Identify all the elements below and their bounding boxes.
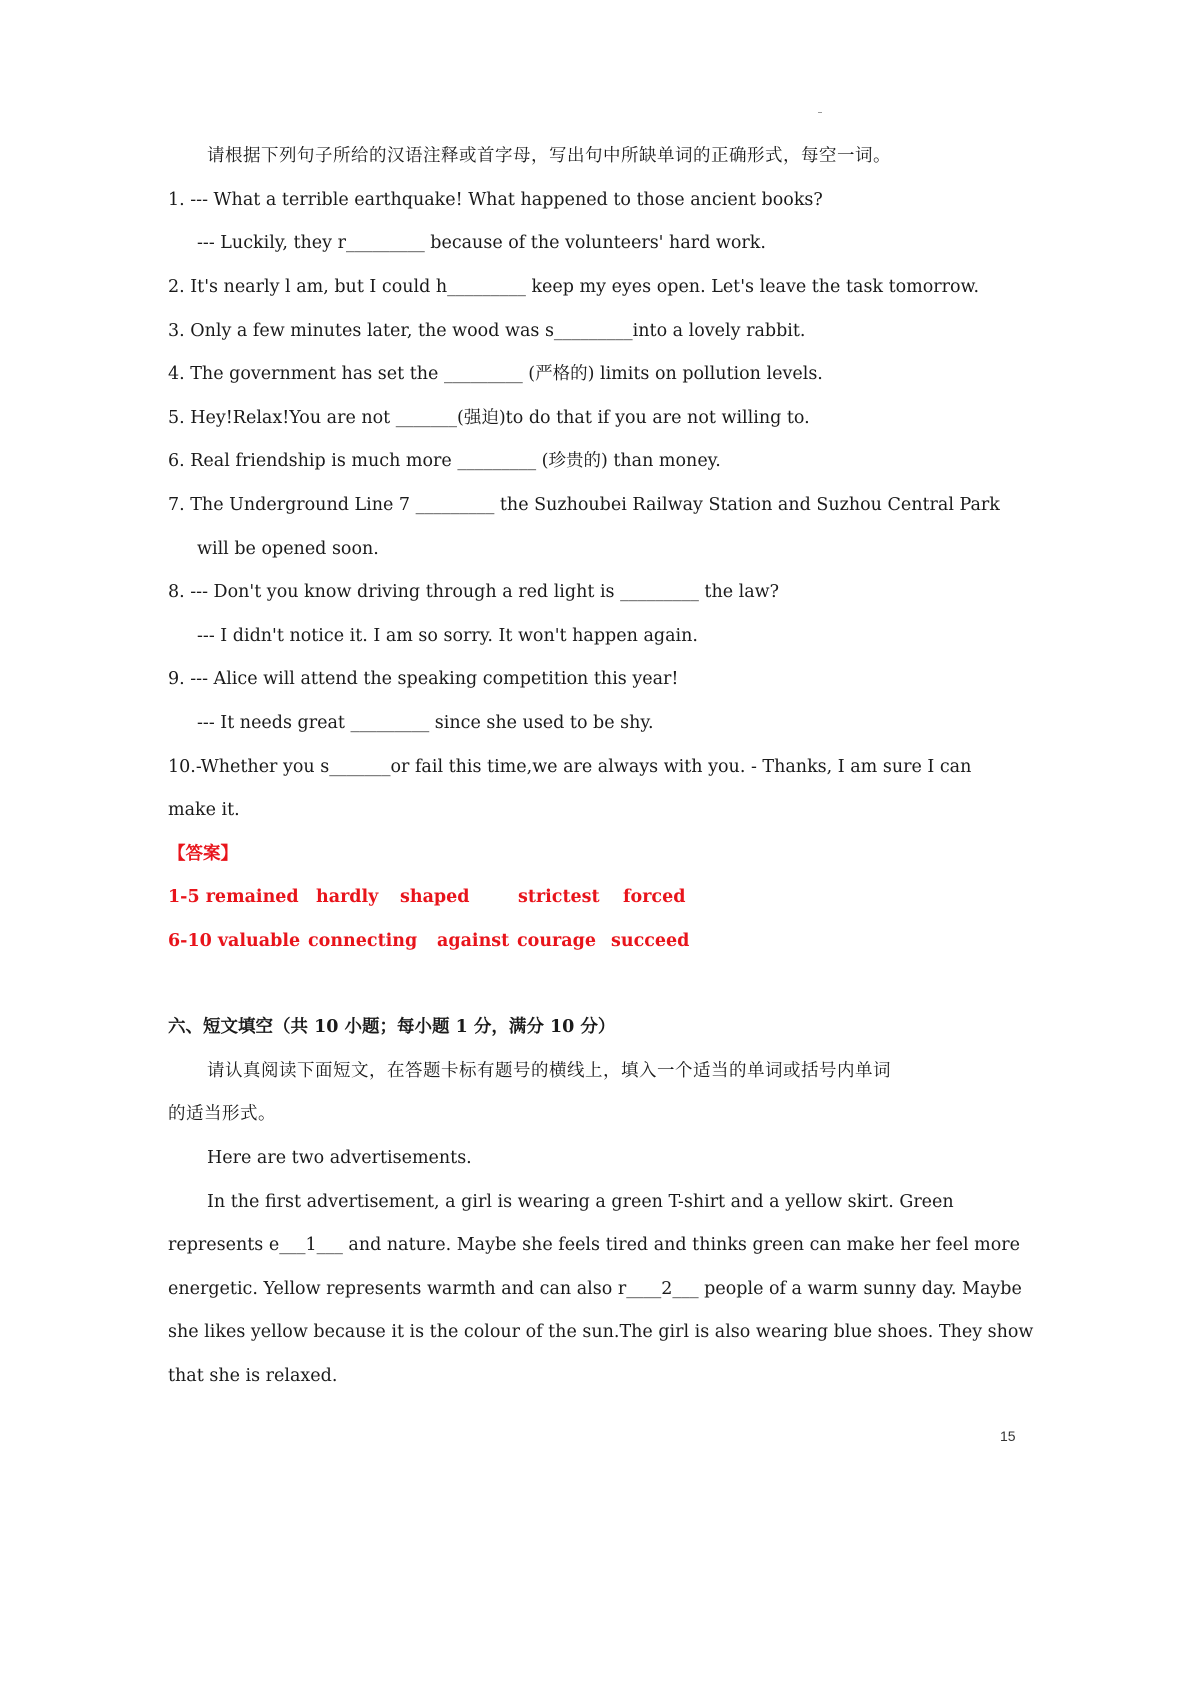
passage-line-5: that she is relaxed. [168, 1366, 338, 1386]
passage-text: energetic. Yellow represents warmth and can also r [168, 1279, 627, 1299]
question-8-line-2: --- I didn't notice it. I am so sorry. It won't happen again. [197, 626, 698, 646]
question-4: 4. The government has set the _________ (严格的) limits on pollution levels. [168, 364, 823, 384]
passage-line-2 [168, 1232, 1020, 1258]
blank-1: ___1___ [279, 1235, 343, 1255]
passage-intro: Here are two advertisements. [207, 1148, 472, 1168]
question-8-line-1: 8. --- Don't you know driving through a red light is _________ the law? [168, 582, 780, 602]
passage-text: and nature. Maybe she feels tired and thinks green can make her feel more [342, 1235, 1020, 1255]
answer-item: forced [623, 887, 686, 907]
question-1-line-1: 1. --- What a terrible earthquake! What happened to those ancient books? [168, 190, 823, 210]
passage-line-3 [168, 1276, 1022, 1302]
question-10-line-2: make it. [168, 800, 240, 820]
section-6-instruction-line-2: 的适当形式。 [168, 1104, 276, 1124]
answer-item: against [437, 931, 510, 951]
passage-line-1: In the first advertisement, a girl is wearing a green T-shirt and a yellow skirt. Green [207, 1192, 954, 1212]
blank-2: ____2___ [626, 1279, 699, 1299]
section-6-heading: 六、短文填空（共 10 小题；每小题 1 分，满分 10 分） [168, 1017, 616, 1037]
question-7-line-2: will be opened soon. [197, 539, 379, 559]
answer-item: succeed [611, 931, 690, 951]
scan-mark [818, 112, 822, 113]
passage-text: represents e [168, 1235, 280, 1255]
page-number: 15 [1000, 1428, 1016, 1444]
question-1-line-2: --- Luckily, they r_________ because of the volunteers' hard work. [197, 233, 766, 253]
passage-line-4: she likes yellow because it is the colour of the sun.The girl is also wearing blue shoes. They show [168, 1322, 1034, 1342]
instruction-text: 请根据下列句子所给的汉语注释或首字母，写出句中所缺单词的正确形式，每空一词。 [207, 146, 891, 166]
answer-item: strictest [518, 887, 600, 907]
answer-item: 6-10 valuable [168, 931, 301, 951]
question-5: 5. Hey!Relax!You are not _______(强迫)to do that if you are not willing to. [168, 408, 810, 428]
answer-heading: 【答案】 [168, 844, 238, 864]
question-7-line-1: 7. The Underground Line 7 _________ the Suzhoubei Railway Station and Suzhou Central Park [168, 495, 1000, 515]
answer-item: connecting [308, 931, 418, 951]
answer-item: 1-5 remained [168, 887, 299, 907]
question-10-line-1: 10.-Whether you s_______or fail this time,we are always with you. - Thanks, I am sure I can [168, 757, 972, 777]
question-9-line-2: --- It needs great _________ since she used to be shy. [197, 713, 654, 733]
answer-item: hardly [316, 887, 379, 907]
question-6: 6. Real friendship is much more _________ (珍贵的) than money. [168, 451, 721, 471]
answer-item: shaped [400, 887, 470, 907]
answer-item: courage [517, 931, 596, 951]
question-9-line-1: 9. --- Alice will attend the speaking competition this year! [168, 669, 679, 689]
question-3: 3. Only a few minutes later, the wood was s_________into a lovely rabbit. [168, 321, 806, 341]
passage-text: people of a warm sunny day. Maybe [698, 1279, 1022, 1299]
question-2: 2. It's nearly l am, but I could h_________ keep my eyes open. Let's leave the task tomorrow. [168, 277, 980, 297]
section-6-instruction-line-1: 请认真阅读下面短文，在答题卡标有题号的横线上，填入一个适当的单词或括号内单词 [207, 1061, 891, 1081]
